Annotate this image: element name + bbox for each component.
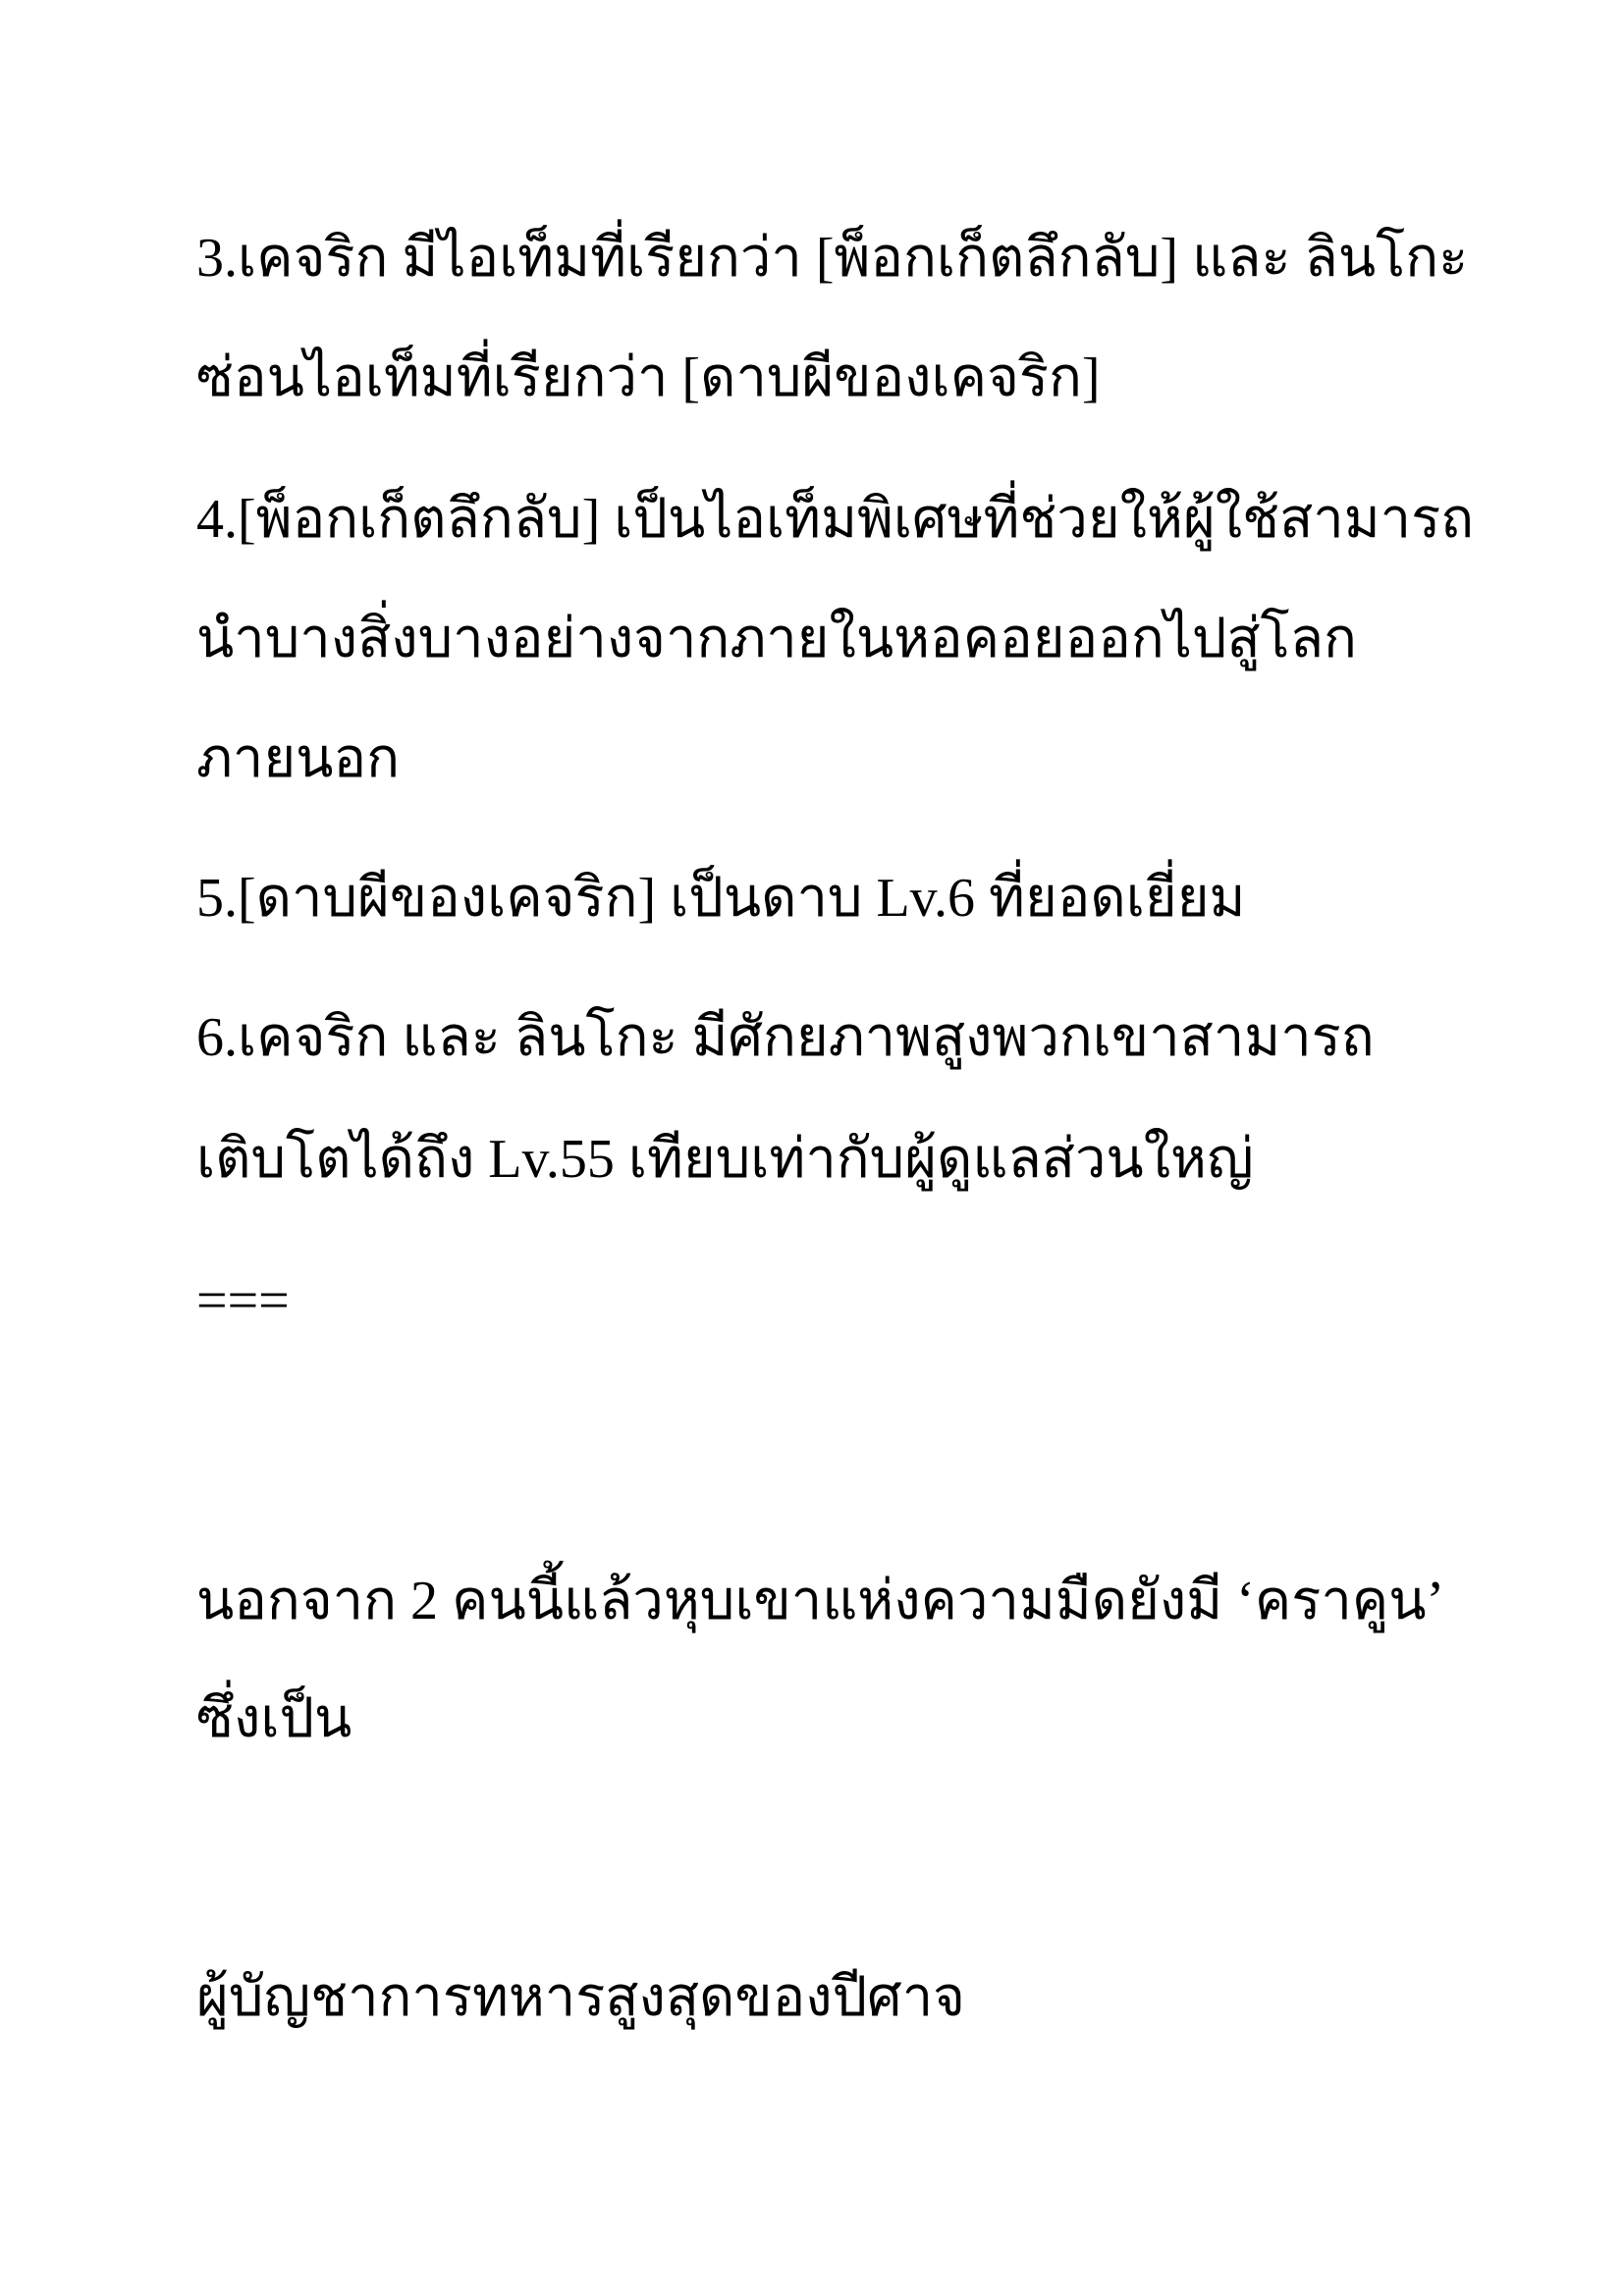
text-line: นำบางสิ่งบางอย่างจากภายในหอคอยออกไปสู่โลก xyxy=(196,609,1357,669)
text-line: เติบโตได้ถึง Lv.55 เทียบเท่ากับผู้ดูแลส่วนใหญ่ xyxy=(196,1129,1254,1190)
text-line: 6.เคจริก และ ลินโกะ มีศักยภาพสูงพวกเขาสามารถ xyxy=(196,1007,1375,1068)
text-line: ซ่อนไอเท็มที่เรียกว่า [ดาบผีของเคจริก] xyxy=(196,347,1101,408)
text-line: 5.[ดาบผีของเคจริก] เป็นดาบ Lv.6 ที่ยอดเยี่ยม xyxy=(196,868,1246,929)
text-line: ซึ่งเป็น xyxy=(196,1688,352,1749)
text-line: ผู้บัญชาการทหารสูงสุดของปีศาจ xyxy=(196,1967,965,2028)
text-line: 3.เคจริก มีไอเท็มที่เรียกว่า [พ็อกเก็ตลึกลับ] และ ลินโกะ xyxy=(196,228,1469,289)
text-line: นอกจาก 2 คนนี้แล้วหุบเขาแห่งความมืดยังมี ‘คราคูน’ xyxy=(196,1571,1445,1631)
text-line: 4.[พ็อกเก็ตลึกลับ] เป็นไอเท็มพิเศษที่ช่วยให้ผู้ใช้สามารถ xyxy=(196,489,1475,550)
section-separator: === xyxy=(196,1270,290,1331)
text-line: ภายนอก xyxy=(196,728,400,789)
